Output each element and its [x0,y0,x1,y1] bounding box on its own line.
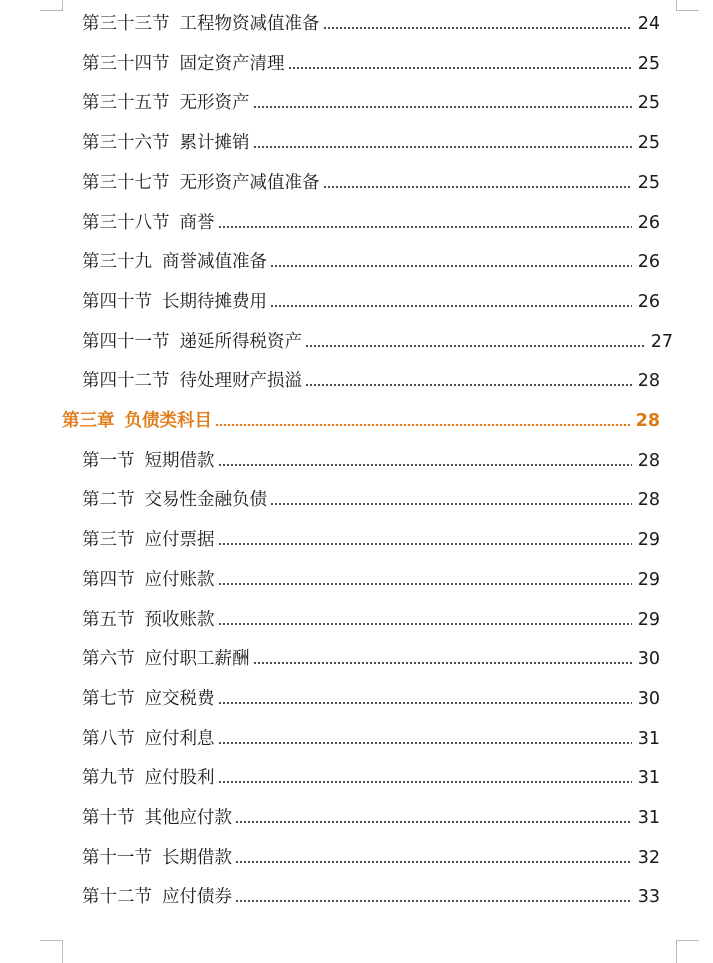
toc-page-number: 26 [637,252,660,273]
dot-leader [323,186,632,188]
toc-entry[interactable] [82,686,660,712]
toc-entry-title [82,170,320,196]
toc-entry-title [62,408,212,434]
dot-leader [323,27,632,29]
toc-entry[interactable] [82,11,660,37]
toc-entry[interactable] [82,448,660,474]
toc-page-number: 28 [637,490,660,511]
toc-entry-number: 第四十节 [82,291,152,312]
toc-entry-number: 第四十二节 [82,371,170,392]
crop-mark-bottom-left [40,940,63,963]
dot-leader [270,503,632,505]
toc-entry-name: 待处理财产损溢 [179,371,302,392]
toc-entry[interactable] [82,90,660,116]
toc-entry-number: 第三章 [62,411,115,431]
toc-page-number: 28 [635,411,660,431]
toc-entry-title [82,368,302,394]
dot-leader [218,464,632,466]
toc-entry-name: 商誉减值准备 [162,252,267,273]
toc-page-number: 25 [637,93,660,114]
toc-entry-number: 第三十八节 [82,212,170,233]
toc-entry[interactable] [82,646,660,672]
dot-leader [218,702,632,704]
toc-page-number: 31 [637,808,660,828]
toc-entry-name: 应付股利 [144,768,215,789]
toc-entry-title [82,210,215,236]
toc-entry-name: 长期待摊费用 [162,291,267,312]
toc-entry-number: 第二节 [82,490,135,511]
toc-entry-name: 长期借款 [162,847,232,868]
dot-leader [270,305,632,307]
toc-entry-title [82,90,250,116]
toc-entry-number: 第七节 [82,688,135,709]
dot-leader [253,662,632,664]
toc-entry-number: 第四十一节 [82,331,170,352]
toc-page-number: 33 [637,887,660,908]
toc-entry-title [82,448,215,474]
dot-leader [253,146,632,148]
toc-entry-number: 第四节 [82,569,135,590]
toc-entry-name: 应付职工薪酬 [144,649,250,670]
toc-entry[interactable] [82,845,660,871]
dot-leader [215,424,630,426]
dot-leader [218,583,632,585]
toc-entry[interactable] [82,329,673,355]
toc-page-number: 29 [637,569,660,590]
toc-entry[interactable] [82,289,660,315]
toc-page-number: 25 [637,53,660,74]
toc-entry-name: 应付票据 [144,530,215,551]
toc-page-number: 29 [637,609,660,630]
toc-entry-name: 交易性金融负债 [144,490,267,511]
toc-entry-number: 第十一节 [82,847,152,868]
toc-page-number: 29 [637,530,660,551]
toc-entry-number: 第八节 [82,728,135,749]
toc-entry-name: 工程物资减值准备 [179,14,320,34]
toc-entry-number: 第三十九 [82,252,152,273]
toc-page-number: 24 [637,14,660,34]
toc-page-number: 28 [637,371,660,392]
toc-entry-title [82,845,232,871]
toc-entry-number: 第五节 [82,609,135,630]
toc-entry-number: 第三节 [82,530,135,551]
toc-entry-name: 应付债券 [162,887,232,908]
toc-page-number: 30 [637,688,660,709]
toc-page-number: 30 [637,649,660,670]
toc-entry-number: 第三十七节 [82,172,170,193]
toc-entry-title [82,884,232,910]
toc-entry-name: 应付账款 [144,569,215,590]
toc-entry-number: 第六节 [82,649,135,670]
toc-entry[interactable] [82,130,660,156]
toc-entry-name: 负债类科目 [124,411,212,431]
toc-entry-number: 第一节 [82,450,135,471]
toc-entry-title [82,567,215,593]
toc-page-number: 26 [637,291,660,312]
toc-entry[interactable] [82,726,660,752]
toc-entry-title [82,646,250,672]
toc-entry-title [82,130,250,156]
toc-entry-title [82,249,267,275]
toc-entry[interactable] [82,805,660,831]
toc-entry-title [82,289,267,315]
dot-leader [270,265,632,267]
toc-entry-name: 应付利息 [144,728,215,749]
toc-entry-name: 预收账款 [144,609,215,630]
toc-entry[interactable] [82,170,660,196]
toc-entry-name: 其他应付款 [144,808,232,828]
toc-entry-title [82,765,215,791]
crop-mark-top-left [40,0,63,11]
dot-leader [305,345,645,347]
toc-entry-title [82,607,215,633]
toc-entry-number: 第三十四节 [82,53,170,74]
toc-page-number: 26 [637,212,660,233]
toc-entry-name: 固定资产清理 [179,53,285,74]
toc-entry[interactable] [82,210,660,236]
toc-page-number: 32 [637,847,660,868]
toc-entry-title [82,329,302,355]
toc-page-number: 31 [637,768,660,789]
toc-entry-number: 第三十五节 [82,93,170,114]
dot-leader [235,821,632,823]
dot-leader [218,781,632,783]
toc-entry-number: 第三十六节 [82,133,170,154]
toc-entry-number: 第十节 [82,808,135,828]
toc-entry-number: 第十二节 [82,887,152,908]
toc-entry-title [82,487,267,513]
toc-page-number: 27 [650,331,673,352]
toc-entry-name: 商誉 [179,212,215,233]
dot-leader [235,861,632,863]
toc-entry-name: 短期借款 [144,450,215,471]
toc-entry-title [82,51,285,77]
toc-entry[interactable] [82,51,660,77]
toc-entry-name: 应交税费 [144,688,215,709]
dot-leader [218,543,632,545]
toc-entry[interactable] [82,567,660,593]
toc-page-number: 28 [637,450,660,471]
toc-entry-title [82,726,215,752]
dot-leader [253,106,632,108]
dot-leader [288,67,632,69]
toc-entry[interactable] [82,487,660,513]
crop-mark-top-right [676,0,699,11]
toc-entry[interactable] [82,607,660,633]
toc-entry[interactable] [82,368,660,394]
toc-entry-title [82,805,232,831]
toc-page-number: 31 [637,728,660,749]
toc-page-number: 25 [637,133,660,154]
toc-entry-name: 累计摊销 [179,133,250,154]
toc-entry-name: 无形资产 [179,93,250,114]
toc-chapter-entry[interactable] [62,408,660,434]
toc-entry-number: 第三十三节 [82,14,170,34]
toc-entry[interactable] [82,527,660,553]
toc-entry-title [82,686,215,712]
toc-entry-title [82,11,320,37]
dot-leader [305,384,632,386]
toc-entry-title [82,527,215,553]
toc-entry[interactable] [82,249,660,275]
toc-entry-number: 第九节 [82,768,135,789]
toc-page-number: 25 [637,172,660,193]
dot-leader [218,623,632,625]
crop-mark-bottom-right [676,940,699,963]
toc-entry-name: 无形资产减值准备 [179,172,320,193]
dot-leader [218,742,632,744]
dot-leader [218,226,632,228]
toc-entry[interactable] [82,765,660,791]
dot-leader [235,900,632,902]
toc-entry[interactable] [82,884,660,910]
toc-entry-name: 递延所得税资产 [179,331,302,352]
